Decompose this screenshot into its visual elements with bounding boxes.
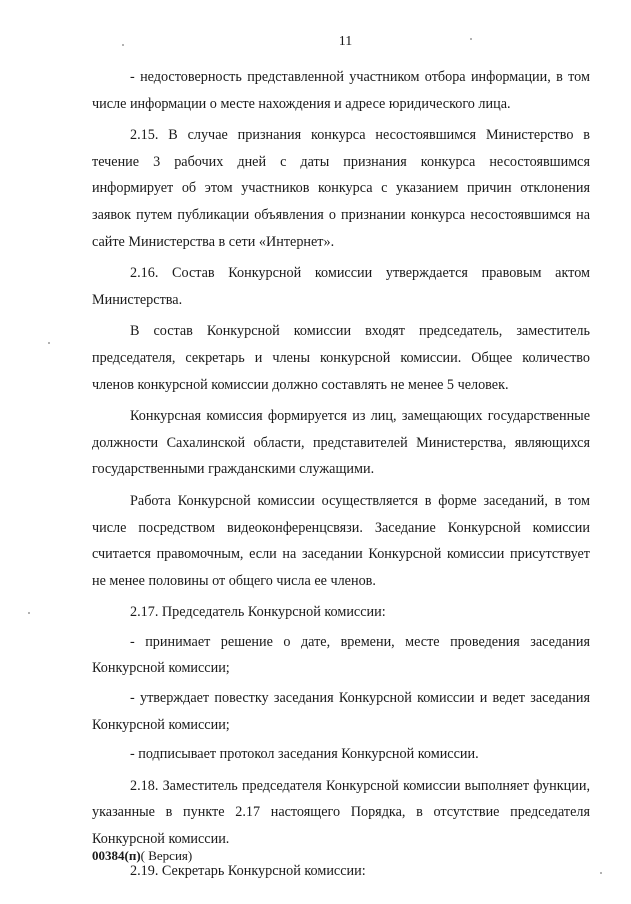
document-version: ( Версия) (140, 848, 193, 863)
paragraph-commission-work: Работа Конкурсной комиссии осуществляется в форме заседаний, в том числе посредством видеоконференцсвязи. Заседание Конкурсной комиссии считается правомочным, если на заседании Конкурсной комиссии присутствует не менее половины от общего числа ее членов. (92, 492, 590, 589)
document-body (92, 64, 590, 884)
scan-speck (470, 38, 472, 40)
paragraph-2-19: 2.19. Секретарь Конкурсной комиссии: (130, 862, 366, 879)
list-item-decides-date: - принимает решение о дате, времени, месте проведения заседания Конкурсной комиссии; (92, 633, 590, 677)
scan-speck (600, 872, 602, 874)
paragraph-inaccurate-info: - недостоверность представленной участником отбора информации, в том числе информации о месте нахождения и адресе юридического лица. (92, 69, 590, 112)
paragraph-2-18: 2.18. Заместитель председателя Конкурсной комиссии выполняет функции, указанные в пункте 2.17 настоящего Порядка, в отсутствие председателя Конкурсной комиссии. (92, 777, 590, 848)
document-footer (92, 848, 192, 864)
list-item-approves-agenda: - утверждает повестку заседания Конкурсной комиссии и ведет заседания Конкурсной комиссии; (92, 690, 590, 733)
paragraph-2-16: 2.16. Состав Конкурсной комиссии утверждается правовым актом Министерства. (92, 265, 590, 308)
paragraph-commission-composition: В состав Конкурсной комиссии входят председатель, заместитель председателя, секретарь и члены конкурсной комиссии. Общее количество членов конкурсной комиссии должно составлять не менее 5 человек. (92, 323, 590, 393)
scan-speck (48, 342, 50, 344)
paragraph-commission-formation: Конкурсная комиссия формируется из лиц, замещающих государственные должности Сахалинской области, представителей Министерства, являющихся государственными гражданскими служащими. (92, 408, 590, 478)
paragraph-2-15: 2.15. В случае признания конкурса несостоявшимся Министерство в течение 3 рабочих дней с даты признания конкурса несостоявшимся информирует об этом участников конкурса с указанием причин отклонения заявок путем публикации объявления о признании конкурса несостоявшимся на сайте Министерства в сети «Интернет». (92, 127, 590, 250)
paragraph-2-17: 2.17. Председатель Конкурсной комиссии: (130, 604, 386, 621)
scan-speck (28, 612, 30, 614)
document-code: 00384(п) (92, 848, 141, 863)
scan-speck (122, 44, 124, 46)
list-item-signs-protocol: - подписывает протокол заседания Конкурсной комиссии. (130, 746, 479, 763)
page-number: 11 (338, 34, 353, 49)
